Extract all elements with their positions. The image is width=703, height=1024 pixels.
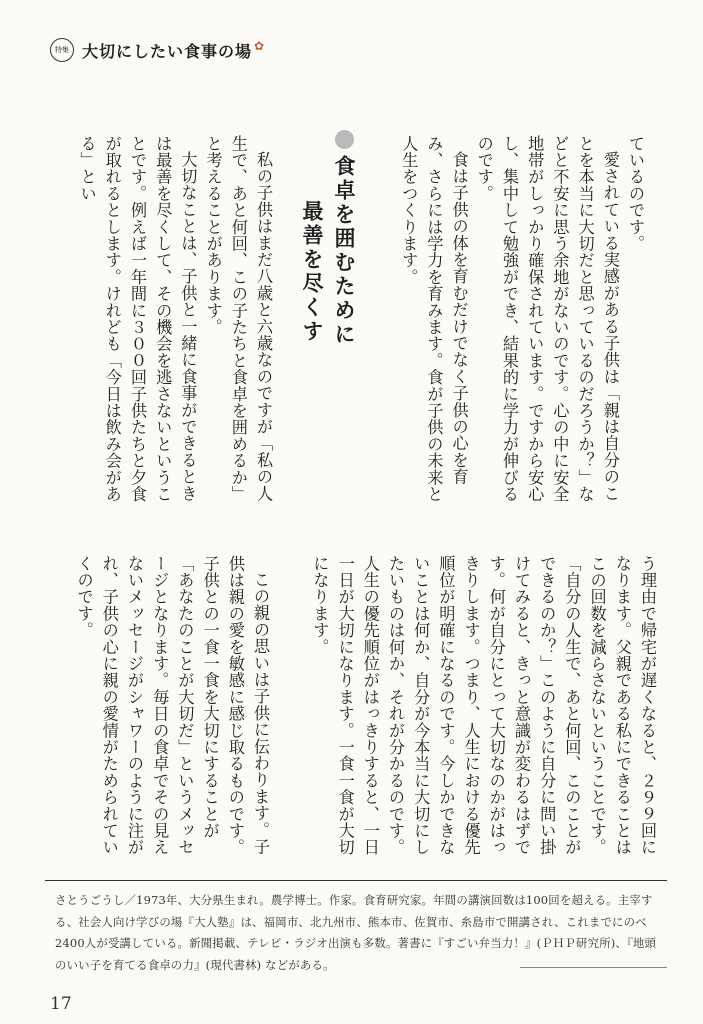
decorative-mark-icon: ✿: [254, 39, 265, 53]
section-header: [50, 36, 264, 64]
body-text-top-right: [398, 135, 648, 505]
paragraph: ているのです。: [626, 135, 645, 252]
paragraph: 愛されている実感がある子供は「親は自分のことを本当に大切だと思っているのだろうか？」などと不安に思う余地がないのです。心の中に安全地帯がしっかり確保されています。ですから安心し、集中して勉強ができ、結果的に学力が伸びるのです。: [474, 135, 620, 503]
bio-divider: [520, 967, 667, 968]
page-title: 大切にしたい食事の場: [82, 41, 253, 61]
paragraph: この親の思いは子供に伝わります。子供は親の愛を敏感に感じ取るものです。子供との一食一食を大切にすることが「あなたのことが大切だ」というメッセージとなります。毎日の食卓でその見えないメッセージがシャワーのように注がれ、子供の心に親の愛情がためられていくのです。: [74, 555, 270, 856]
paragraph: 私の子供はまだ八歳と六歳なのですが「私の人生で、あと何回、この子たちと食卓を囲めるか」と考えることがあります。: [203, 135, 273, 503]
page-number: 17: [50, 994, 72, 1014]
divider: [45, 880, 667, 881]
heading-line-1: 食卓を囲むために: [332, 155, 356, 347]
paragraph: 「自分の人生で、あと何回、このことができるのか？」このように自分に問い掛けてみると、きっと意識が変わるはずです。何が自分にとって大切なのかがはっきりします。つまり、人生における優先順位が明確になるのです。今しかできないことは何か、自分が今本当に大切にしたいものは何か、それが分かるのです。人生の優先順位がはっきりすると、一日一日が大切になります。一食一食が大切になります。: [310, 555, 582, 856]
body-text-top-left: [48, 135, 276, 505]
paragraph: う理由で帰宅が遅くなると、２９９回になります。父親である私にできることはこの回数を減らさないということです。: [587, 555, 657, 856]
body-text-bottom-right: [280, 555, 660, 865]
heading-line-2: 最善を尽くす: [300, 200, 324, 344]
feature-badge: 特集: [50, 38, 74, 62]
body-text-bottom-left: [48, 555, 273, 865]
author-bio: さとうごうし／1973年、大分県生まれ。農学博士。作家。食育研究家。年間の講演回数は100回を超える。主宰する、社会人向け学びの場『大人塾』は、福岡市、北九州市、熊本市、佐賀市、糸島市で開講され、これまでにのべ2400人が受講している。新聞掲載、テレビ・ラジオ出演も多数。著書に『すごい弁当力！』(ＰＨＰ研究所)、『地頭のいい子を育てる食卓の力』(現代書林) などがある。: [55, 893, 657, 972]
paragraph: 大切なことは、子供と一緒に食事ができるときは最善を尽くして、その機会を逃さないということです。例えば一年間に３００回子供たちと夕食が取れるとします。けれども「今日は飲み会がある」とい: [77, 135, 198, 503]
bullet-dot-icon: [335, 130, 354, 149]
paragraph: 食は子供の体を育むだけでなく子供の心を育み、さらには学力を育みます。食が子供の未来と人生をつくります。: [399, 135, 469, 503]
section-heading: [290, 130, 360, 380]
